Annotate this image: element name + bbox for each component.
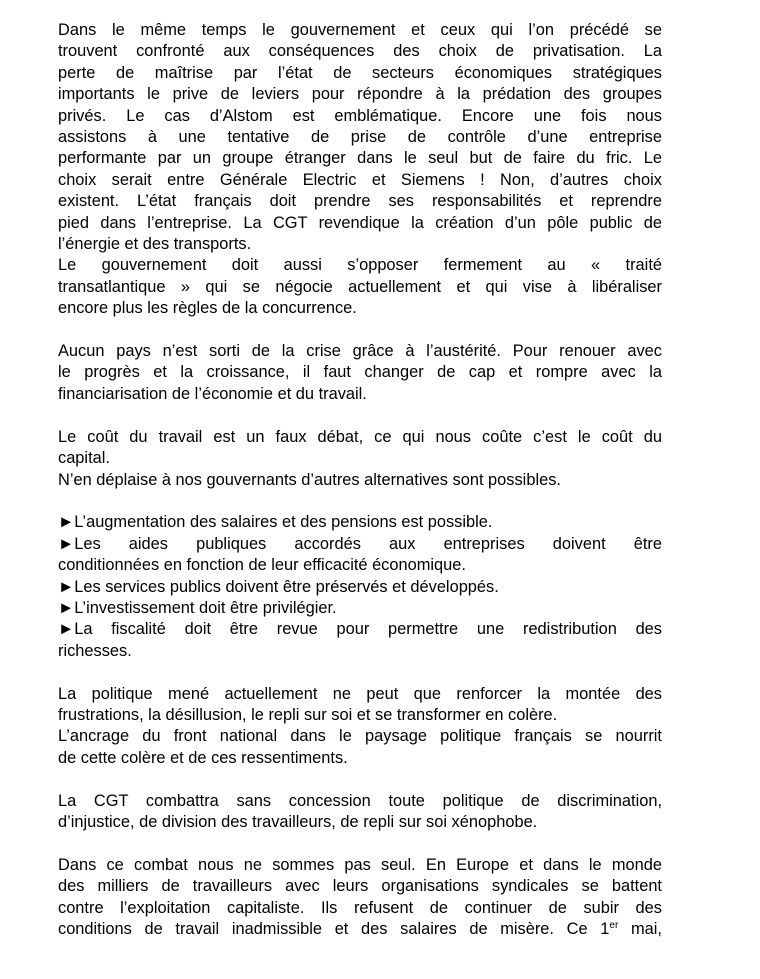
- text-line: Le gouvernement doit aussi s’opposer fermement au « traité: [58, 256, 662, 275]
- paragraph-gap: [58, 769, 662, 790]
- text-line: perte de maîtrise par l’état de secteurs économiques stratégiques: [58, 63, 662, 82]
- text-line: La CGT combattra sans concession toute politique de discrimination,: [58, 791, 662, 810]
- text-fragment: mai,: [618, 919, 662, 938]
- paragraph-cgt-combattra: [58, 791, 662, 834]
- text-line: privés. Le cas d’Alstom est emblématique. Encore une fois nous: [58, 106, 662, 125]
- paragraph-austerite: [58, 341, 662, 405]
- text-line: Aucun pays n’est sorti de la crise grâce à l’austérité. Pour renouer avec: [58, 342, 662, 361]
- bullet-item-continuation: richesses.: [58, 641, 132, 660]
- document-page: [58, 20, 662, 940]
- paragraph-front-national: [58, 726, 662, 769]
- superscript-er: er: [609, 919, 619, 931]
- text-line: L’ancrage du front national dans le paysage politique français se nourrit: [58, 727, 662, 746]
- text-line: financiarisation de l’économie et du travail.: [58, 384, 367, 403]
- text-line-with-superscript: [58, 919, 662, 940]
- text-line: encore plus les règles de la concurrence.: [58, 299, 357, 318]
- text-line: de cette colère et de ces ressentiments.: [58, 748, 348, 767]
- text-line: des milliers de travailleurs avec leurs organisations syndicales se battent: [58, 877, 662, 896]
- text-line: La politique mené actuellement ne peut que renforcer la montée des: [58, 684, 662, 703]
- text-line: pied dans l’entreprise. La CGT revendique la création d’un pôle public de: [58, 213, 662, 232]
- text-line: contre l’exploitation capitaliste. Ils refusent de continuer de subir des: [58, 898, 662, 917]
- bullet-item: ►Les services publics doivent être préservés et développés.: [58, 577, 499, 596]
- bullet-item-continuation: conditionnées en fonction de leur efficacité économique.: [58, 556, 466, 575]
- text-line: capital.: [58, 449, 110, 468]
- text-line: importants le prive de leviers pour répondre à la prédation des groupes: [58, 85, 662, 104]
- paragraph-gap: [58, 491, 662, 512]
- paragraph-politique: [58, 684, 662, 727]
- text-line: le progrès et la croissance, il faut changer de cap et rompre avec la: [58, 363, 662, 382]
- text-line: Le coût du travail est un faux débat, ce qui nous coûte c’est le coût du: [58, 427, 662, 446]
- bullet-item: ►La fiscalité doit être revue pour permettre une redistribution des: [58, 620, 662, 639]
- bullet-list: [58, 512, 662, 662]
- text-line: Dans le même temps le gouvernement et ceux qui l’on précédé se: [58, 21, 662, 39]
- text-line: Dans ce combat nous ne sommes pas seul. En Europe et dans le monde: [58, 855, 662, 874]
- paragraph-cout-du-travail: [58, 427, 662, 470]
- text-line: N’en déplaise à nos gouvernants d’autres alternatives sont possibles.: [58, 470, 561, 489]
- paragraph-gap: [58, 662, 662, 683]
- text-line: choix serait entre Générale Electric et Siemens ! Non, d’autres choix: [58, 170, 662, 189]
- text-line: assistons à une tentative de prise de contrôle d’une entreprise: [58, 128, 662, 147]
- paragraph-gap: [58, 833, 662, 854]
- bullet-item: ►L’augmentation des salaires et des pensions est possible.: [58, 513, 493, 532]
- bullet-item: ►Les aides publiques accordés aux entreprises doivent être: [58, 534, 662, 553]
- text-line: performante par un groupe étranger dans le seul but de faire du fric. Le: [58, 149, 662, 168]
- text-line: frustrations, la désillusion, le repli sur soi et se transformer en colère.: [58, 705, 558, 724]
- text-line: existent. L’état français doit prendre ses responsabilités et reprendre: [58, 192, 662, 211]
- text-line: transatlantique » qui se négocie actuellement et qui vise à libéraliser: [58, 277, 662, 296]
- text-line: d’injustice, de division des travailleurs, de repli sur soi xénophobe.: [58, 812, 538, 831]
- paragraph-privatisation: [58, 20, 662, 255]
- paragraph-traite-transatlantique: [58, 255, 662, 319]
- paragraph-combat: [58, 855, 662, 941]
- paragraph-alternatives: [58, 470, 662, 491]
- bullet-item: ►L’investissement doit être privilégier.: [58, 598, 337, 617]
- text-line: trouvent confronté aux conséquences des choix de privatisation. La: [58, 42, 662, 61]
- paragraph-gap: [58, 405, 662, 426]
- text-line: l’énergie et des transports.: [58, 235, 252, 254]
- text-fragment: conditions de travail inadmissible et des salaires de misère. Ce 1: [58, 919, 610, 938]
- paragraph-gap: [58, 320, 662, 341]
